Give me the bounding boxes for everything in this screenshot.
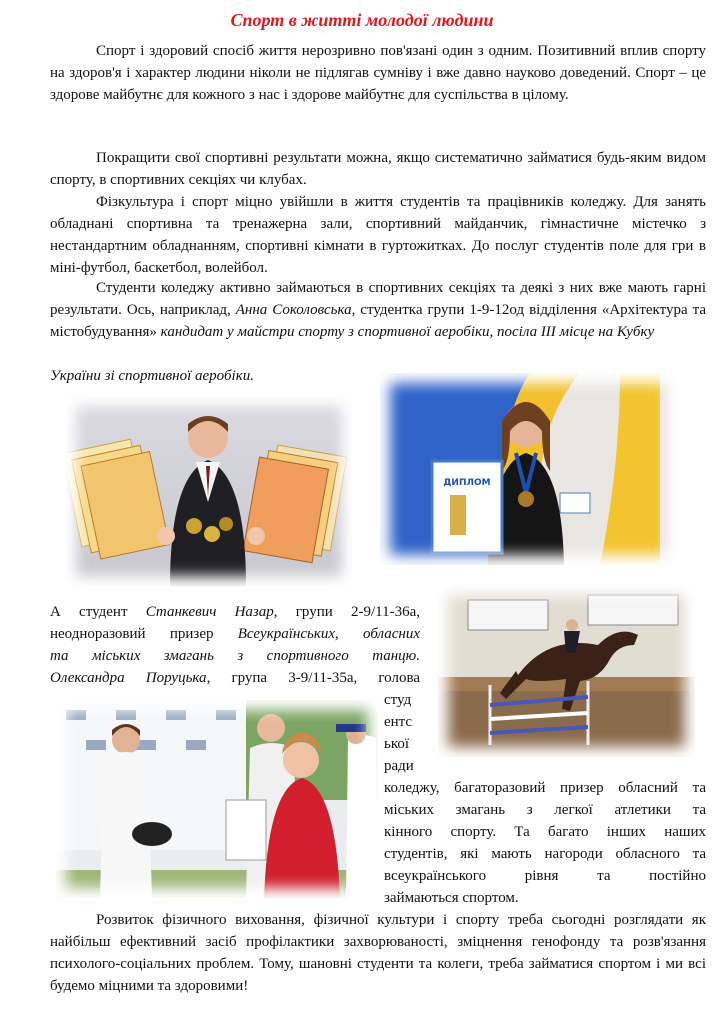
photo-horse-jump [438, 585, 695, 757]
paragraph-5-left [50, 601, 420, 689]
paragraph-3: Фізкультура і спорт міцно увійшли в життя студентів та працівників коледжу. Для занять обладнані спортивна та тренажерна зали, спортивний майданчик, гімнастичне містечко з нестандартним обладнанням, спортивні кімнати в гуртожитках. До послуг студентів поле для гри в міні-футбол, баскетбол, волейбол. [50, 194, 706, 276]
paragraph-4-achievement: кандидат у майстри спорту з спортивної аеробіки, посіла ІІІ місце на Кубку [160, 324, 655, 340]
paragraph-6: Розвиток фізичного виховання, фізичної культури і спорту треба сьогодні розглядати як найбільш ефективний засіб профілактики захворюваності, зміцнення генофонду та розв'язання психолого-соціальних проблем. Тому, шановні студенти та колеги, треба займатися спортом і ми всі будемо міцними та здоровими! [50, 912, 706, 994]
paragraph-4-text: Студенти коледжу активно займаються в спортивних секціях та деякі з них вже мають гарні результати. Ось, наприклад, [50, 280, 706, 318]
paragraph-4-cup: України зі спортивної аеробіки. [50, 368, 254, 384]
horse-jump-illustration [438, 585, 695, 757]
p5-line-2: неодноразовий призер Всеукраїнських, обласних [50, 626, 420, 642]
student-name-nazar: Станкевич Назар [145, 604, 274, 620]
student-name-oleksandra: Олександра Поруцька [50, 670, 207, 686]
student-name-anna: Анна Соколовська [235, 302, 352, 318]
paragraph-5-right: коледжу, багаторазовий призер обласний та міських змагань з легкої атлетики та кінного спорту. Та багато інших наших студентів, які мають нагороди обласного та всеукраїнського рівня та постійно займаються спортом. [384, 780, 706, 906]
paragraph-4 [50, 277, 706, 343]
p5-line-3: та міських змагань з спортивного танцю. [50, 648, 420, 664]
diploma-label: ДИПЛОМ [443, 478, 491, 488]
photo-award-ceremony [56, 700, 378, 898]
paragraph-5-split-word: студ ентс ької ради [384, 692, 414, 774]
article-title: Спорт в житті молодої людини [230, 10, 494, 30]
boy-diplomas-illustration [66, 396, 352, 586]
paragraph-2: Покращити свої спортивні результати можна, якщо систематично займатися будь-яким видом спорту, в спортивних секціях чи клубах. [50, 150, 706, 188]
paragraph-1: Спорт і здоровий спосіб життя нерозривно пов'язані один з одним. Позитивний вплив спорту на здоров'я і характер людини ніколи не підлягав сумніву і вже давно науково доведений. Спорт – це здорове майбутнє для кожного з нас і здорове майбутнє для суспільства в цілому. [50, 43, 706, 103]
photo-girl-diploma [380, 373, 678, 565]
award-ceremony-illustration [56, 700, 378, 898]
paragraph-4-group: , студентка групи 1-9-12од відділення «Архітектура та містобудування» [50, 302, 706, 340]
p5-line-1: А студент Станкевич Назар, групи 2-9/11-36а, [50, 604, 420, 620]
p5-line-4: Олександра Поруцька, група 3-9/11-35а, голова [50, 670, 420, 686]
photo-boy-diplomas [66, 396, 352, 586]
girl-diploma-illustration [380, 373, 678, 565]
